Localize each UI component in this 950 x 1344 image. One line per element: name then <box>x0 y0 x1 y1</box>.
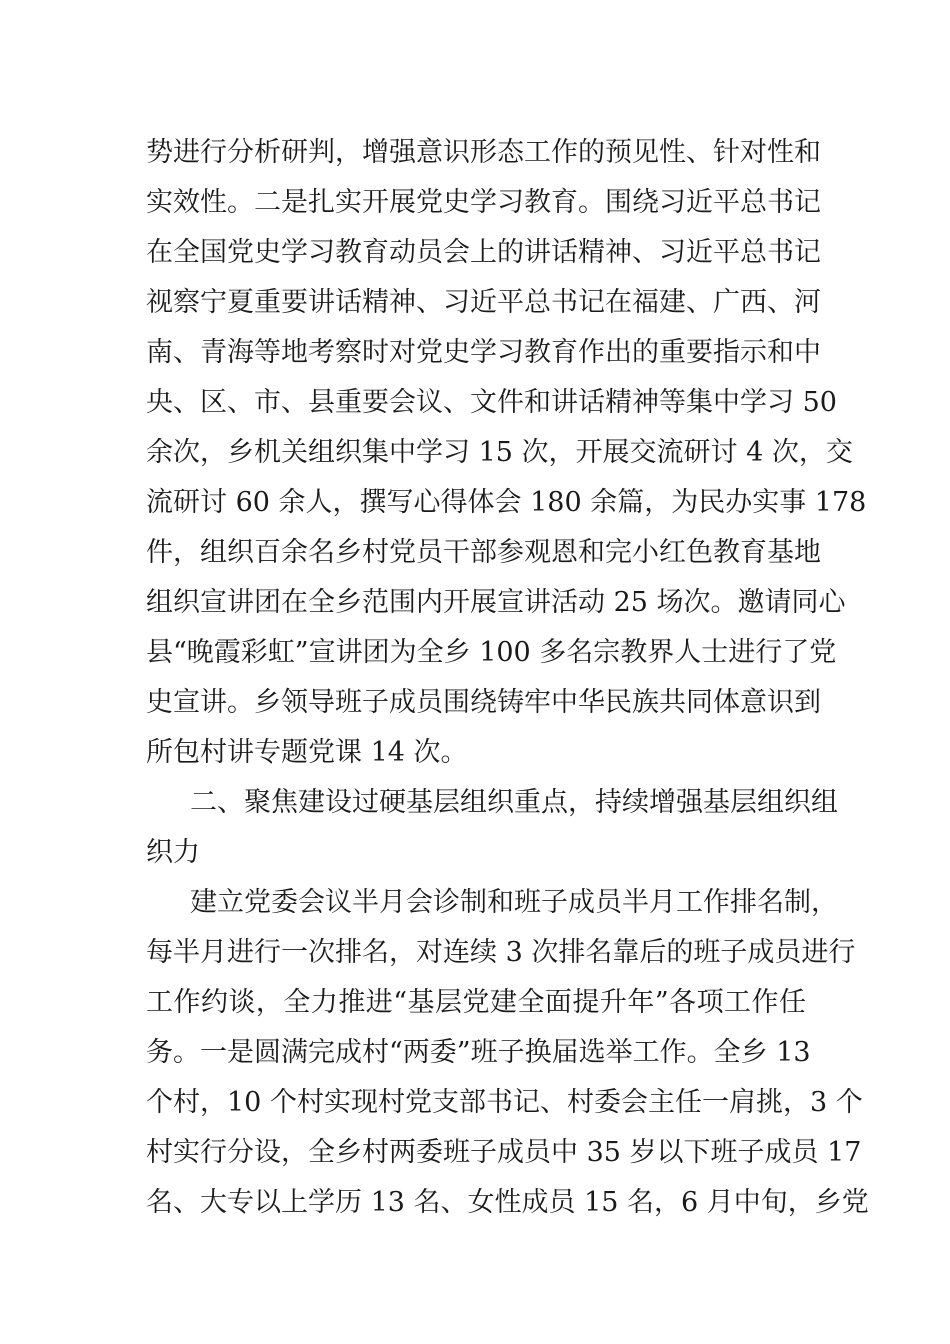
text-line: 村实行分设，全乡村两委班子成员中 35 岁以下班子成员 17 <box>146 1137 862 1168</box>
section-heading: 二、聚焦建设过硬基层组织重点，持续增强基层组织组 <box>190 787 838 818</box>
text-line: 县“晚霞彩虹”宣讲团为全乡 100 多名宗教界人士进行了党 <box>146 637 837 668</box>
text-line: 实效性。二是扎实开展党史学习教育。围绕习近平总书记 <box>146 187 821 218</box>
text-line: 流研讨 60 余人，撰写心得体会 180 余篇，为民办实事 178 <box>146 487 867 518</box>
section-heading-continued: 织力 <box>146 837 200 868</box>
text-line: 余次，乡机关组织集中学习 15 次，开展交流研讨 4 次，交 <box>146 437 853 468</box>
text-line: 件，组织百余名乡村党员干部参观恩和完小红色教育基地 <box>146 537 821 568</box>
text-line: 南、青海等地考察时对党史学习教育作出的重要指示和中 <box>146 337 821 368</box>
text-line: 每半月进行一次排名，对连续 3 次排名靠后的班子成员进行 <box>146 937 856 968</box>
text-line: 个村，10 个村实现村党支部书记、村委会主任一肩挑，3 个 <box>146 1087 863 1118</box>
text-line: 名、大专以上学历 13 名、女性成员 15 名，6 月中旬，乡党 <box>146 1187 869 1218</box>
text-line: 视察宁夏重要讲话精神、习近平总书记在福建、广西、河 <box>146 287 821 318</box>
text-line: 势进行分析研判，增强意识形态工作的预见性、针对性和 <box>146 137 821 168</box>
text-line: 在全国党史学习教育动员会上的讲话精神、习近平总书记 <box>146 237 821 268</box>
text-line: 建立党委会议半月会诊制和班子成员半月工作排名制， <box>190 887 838 918</box>
text-line: 工作约谈，全力推进“基层党建全面提升年”各项工作任 <box>146 987 806 1018</box>
text-line: 史宣讲。乡领导班子成员围绕铸牢中华民族共同体意识到 <box>146 687 821 718</box>
text-line: 央、区、市、县重要会议、文件和讲话精神等集中学习 50 <box>146 387 837 418</box>
text-line: 组织宣讲团在全乡范围内开展宣讲活动 25 场次。邀请同心 <box>146 587 846 618</box>
text-line: 所包村讲专题党课 14 次。 <box>146 737 468 768</box>
text-line: 务。一是圆满完成村“两委”班子换届选举工作。全乡 13 <box>146 1037 811 1068</box>
